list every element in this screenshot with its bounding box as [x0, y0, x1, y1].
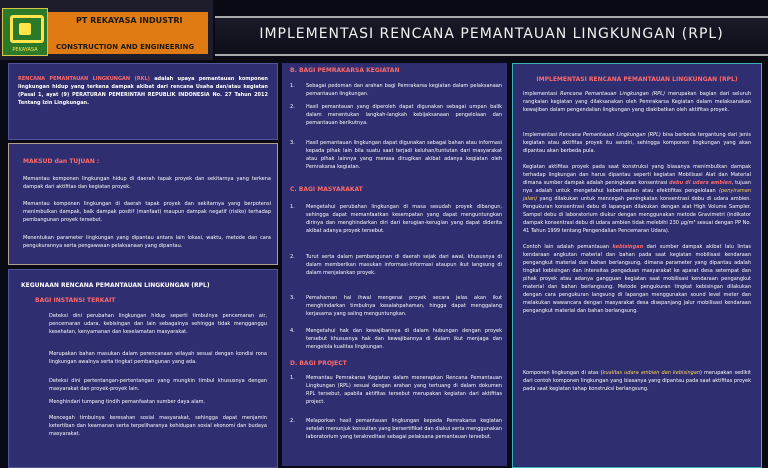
text-run: yang dilakukan untuk mencegah peningkatan konsentrasi debu di udara ambien. Pengukuran konsentrasi debu di lapangan dilakukan dengan alat High Volume Sampler. Sampel debu di laboratorium diukur dengan menggunakan metode Gravimetri (indikator dampak konsentrasi debu di udara ambien tidak melebihi 230 µg/m³ sesuai dengan PP No. 41 Tahun 1999 tentang Pengendalian Pencemaran Udara).	[523, 196, 751, 234]
intro-text: adalah upaya pemantauan komponen lingkungan hidup yang terkena dampak akibat dari rencana Usaha dan/atau kegiatan (Pasal 1, ayat (9) PERATURAN PEMERINTAH REPUBLIK INDONESIA No. 27 Tahun 2012 Tentang Izin Lingkungan.	[18, 76, 268, 106]
text-run: Contoh lain adalah pemantauan	[523, 244, 613, 250]
list-number: 1.	[290, 83, 295, 89]
text-run: ) merupakan sedikit dari contoh komponen lingkungan yang biasanya yang dipantau pada saat aktifitas proyek pada saat kegiatan tahap konstruksi berlangsung.	[523, 370, 751, 392]
text-highlight: debu di udara ambien	[669, 180, 732, 186]
section-c-item: Turut serta dalam pembangunan di daerah sejak dari awal, khususnya di dalam memberikan masukan informasi-informasi ataupun ikut langsung di dalam menjalankan proyek.	[306, 254, 502, 276]
section-b-item: Sebagai pedoman dan arahan bagi Pemrakarsa kegiatan dalam pelaksanaan pemantauan lingkungan.	[306, 83, 502, 97]
tujuan-heading: MAKSUD dan TUJUAN :	[23, 158, 100, 165]
implementation-paragraph-2	[523, 131, 751, 155]
text-run: Komponen lingkungan di atas (	[523, 370, 603, 376]
kegunaan-item: Deteksi dini pertentangan-pertentangan yang mungkin timbul khususnya dengan masyarakat dan proyek-proyek lain.	[49, 378, 267, 392]
logo-text: PEKAYASA	[12, 47, 38, 53]
intro-term: RENCANA PEMANTAUAN LINGKUNGAN (RKL)	[18, 76, 150, 82]
text-highlight: (penyiraman jalan)	[523, 188, 751, 202]
section-d-item: Melaporkan hasil pemantauan lingkungan kepada Pemrakarsa kegiatan setelah menunjuk konsultan yang bersertifikat dan diakui serta menggunakan laboratorium yang terakreditasi sebagai pelaksana pemantauan tersebut.	[306, 418, 503, 440]
list-number: 2.	[290, 104, 295, 110]
kegunaan-item: Deteksi dini perubahan lingkungan hidup seperti timbulnya pencemaran air, pencemaran udara, kebisingan dan lain sebagainya sehingga tidak mengganggu kesehatan, kenyamanan dan keselamatan masyarakat.	[49, 313, 267, 335]
list-number: 2.	[290, 254, 295, 260]
kegunaan-item: Mencegah timbulnya keresahan sosial masyarakat, sehingga dapat menjamin ketertiban dan keamanan serta terpeliharanya kehidupan sosial ekonomi dan budaya masyarakat.	[49, 415, 267, 437]
section-d-heading: D. BAGI PROJECT	[290, 360, 347, 367]
header-left	[0, 0, 213, 60]
text-emphasis: Rencana Pemantauan Lingkungan (RPL)	[559, 132, 661, 138]
list-number: 3.	[290, 295, 295, 301]
tujuan-item: Memantau komponen lingkungan di daerah tapak proyek dan sekitarnya yang berpotensi menimbulkan dampak, baik dampak positif (manfaat) maupun dampak negatif (risiko) terhadap pembangunan proyek tersebut.	[23, 201, 271, 223]
implementation-paragraph-1	[523, 90, 751, 114]
text-run: Implementasi	[523, 132, 560, 138]
kegunaan-subheading: BAGI INSTANSI TERKAIT	[35, 297, 116, 304]
company-name: PT REKAYASA INDUSTRI	[76, 16, 183, 25]
implementation-paragraph-4	[523, 243, 751, 315]
implementation-heading: IMPLEMENTASI RENCANA PEMANTAUAN LINGKUNGAN (RPL)	[536, 76, 738, 83]
logo-block-icon	[19, 23, 31, 35]
section-c-item: Pemahaman hal ihwal mengenai proyek secara jelas akan ikut menghindarkan timbulnya kesalahpahaman, hingga dapat menggalang kerjasama yang saling menguntungkan.	[306, 295, 502, 317]
text-highlight: kebisingan	[612, 244, 644, 250]
list-number: 1.	[290, 204, 295, 210]
kegunaan-item: Merupakan bahan masukan dalam perencanaan wilayah sesuai dengan kondisi rona lingkungan awalnya serta tingkat pembangunan yang ada.	[49, 351, 267, 365]
kegunaan-panel	[8, 269, 278, 468]
title-bar	[215, 16, 768, 56]
list-number: 2.	[290, 418, 295, 424]
company-logo	[2, 8, 48, 56]
text-run: merupakan bagian dari seluruh rangkaian kegiatan yang dilaksanakan oleh Pemrakarsa Kegiatan dalam melaksanakan kewajiban dalam pengendalian lingkungan yang diakibatkan oleh aktifitas proyek.	[523, 91, 751, 113]
tujuan-item: Memantau komponen lingkungan hidup di daerah tapak proyek dan sekitarnya yang terkena dampak dari aktifitas dan kegiatan proyek.	[23, 176, 271, 190]
section-b-item: Hasil pemantauan yang diperoleh dapat digunakan sebagai umpan balik dalam menentukan langkah-langkah kebijaksanaan pengelolaan dan pemantauan berikutnya.	[306, 104, 502, 126]
section-c-heading: C. BAGI MASYARAKAT	[290, 186, 363, 193]
intro-panel	[8, 63, 278, 140]
kegunaan-item: Menghindari tumpang tindih pemanfaatan sumber daya alam.	[49, 399, 206, 405]
list-number: 1.	[290, 375, 295, 381]
section-c-item: Mengetahui perubahan lingkungan di masa sesudah proyek dibangun, sehingga dapat memanfaatkan kesempatan yang dapat menguntungkan dirinya dan menghindarkan diri dari kerugian-kerugian yang dapat diderita akibat adanya proyek tersebut.	[306, 204, 502, 234]
text-run: , tujuan nya adalah untuk mengetahui keberhasilan atau efektifitas pengelolaan	[523, 180, 752, 194]
page-title: IMPLEMENTASI RENCANA PEMANTAUAN LINGKUNGAN (RPL)	[259, 26, 724, 42]
company-subtitle: CONSTRUCTION AND ENGINEERING	[56, 43, 195, 51]
section-c-item: Mengetahui hak dan kewajibannya di dalam hubungan dengan proyek tersebut khususnya hak dan kewajibannya di dalam ikut menjaga dan mengelola kualitas lingkungan.	[306, 328, 502, 350]
implementation-paragraph-3	[523, 163, 751, 235]
text-emphasis: Rencana Pemantauan Lingkungan (RPL)	[560, 91, 666, 97]
section-b-item: Hasil pemantauan lingkungan dapat digunakan sebagai bahan atau informasi kepada pihak lain bila suatu saat terjadi keluhan/tuntutan dari masyarakat atau pihak lainnya yang merasa dirugikan akibat adanya kegiatan oleh Pemrakarsa kegiatan.	[306, 140, 502, 170]
implementation-paragraph-5	[523, 369, 751, 393]
section-d-item: Memantau Pemrakarsa Kegiatan dalam menerapkan Rencana Pemantauan Lingkungan (RPL) sesuai dengan arahan yang tertuang di dalam dokumen RPL tersebut, apabila aktifitas tersebut merupakan kegiatan dari aktifitas project.	[306, 375, 502, 405]
benefits-panel	[282, 63, 507, 466]
text-run: Implementasi	[523, 91, 561, 97]
kegunaan-heading: KEGUNAAN RENCANA PEMANTAUAN LINGKUNGAN (RPL)	[21, 282, 210, 289]
text-highlight: kualitas udara ambien dan kebisingan	[602, 370, 701, 376]
tujuan-panel	[8, 143, 278, 265]
text-run: Kegiatan aktifitas proyek pada saat konstruksi yang biasanya menimbulkan dampak terhadap lingkungan dan harus dipantau seperti kegiatan Mobilisasi Alat dan Material dimana sumber dampak adalah peningkatan konsentrasi	[523, 164, 751, 186]
tujuan-item: Menentukan parameter lingkungan yang dipantau antara lain lokasi, waktu, metode dan cara pengukurannya serta pengawasan pelaksanaan yang dipantau.	[23, 235, 271, 249]
section-b-heading: B. BAGI PEMRAKARSA KEGIATAN	[290, 67, 400, 74]
list-number: 3.	[290, 140, 295, 146]
intro-paragraph	[18, 75, 268, 107]
company-banner	[48, 12, 208, 54]
text-run: dari sumber dampak akibat lalu lintas kendaraan angkutan material dan bahan pada saat kegiatan mobilisasi kendaraan pengangkut material dan bahan berlangsung, dimana parameter yang dipantau adalah tingkat kebisingan dan intensitas pengaduan masyarakat ke aparat desa setempat dan pihak proyek atau adanya gangguan kegiatan saat mobilisasi kendaraan pengangkut material dan bahan berlangsung. Metode pengukuran tingkat kebisingan dilakukan dengan cara pengukuran langsung di lapangan menggunakan sound level meter dan melakukan wawancara dengan masyarakat desa disepanjang jalur mobilisasi kendaraan pengangkut material dan bahan berlangsung.	[523, 244, 751, 314]
implementation-panel	[512, 63, 762, 468]
list-number: 4.	[290, 328, 295, 334]
text-run: bisa berbeda tergantung dari jenis kegiatan atau aktifitas proyek itu sendiri, sehingga komponen lingkungan yang akan dipantau akan berbeda pula.	[523, 132, 751, 154]
